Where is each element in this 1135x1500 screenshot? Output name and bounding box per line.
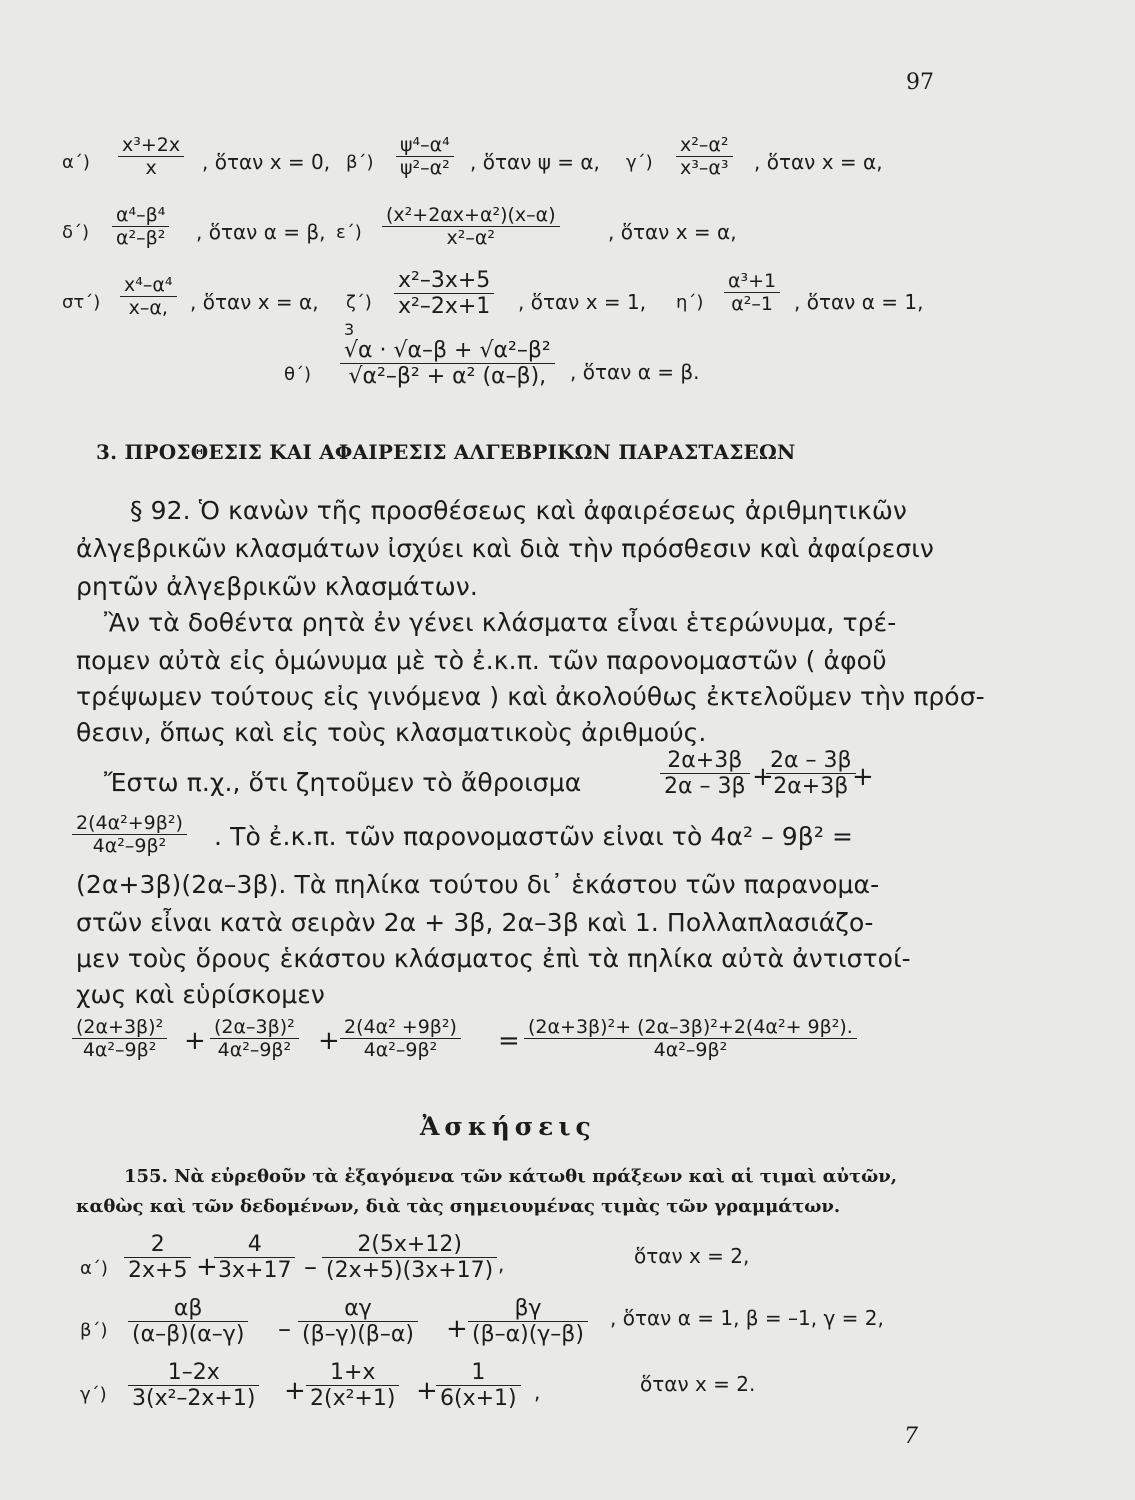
example-plus2: + [852, 762, 874, 792]
ex155-a-frac3-den: (2x+5)(3x+17) [322, 1257, 497, 1283]
result-equals: = [498, 1026, 520, 1056]
ex-st-label: στ΄) [62, 292, 101, 313]
result-frac4-num: (2α+3β)²+ (2α–3β)²+2(4α²+ 9β²). [528, 1016, 853, 1038]
ex155-b-frac1-num: αβ [173, 1296, 203, 1321]
ex155-b-label: β΄) [80, 1320, 108, 1341]
ex155-b-frac1-den: (α–β)(α–γ) [128, 1321, 248, 1347]
result-frac1-num: (2α+3β)² [76, 1016, 164, 1038]
ex155-c-cond: ὅταν x = 2. [640, 1372, 756, 1396]
para92-line1: § 92. Ὁ κανὼν τῆς προσθέσεως καὶ ἀφαιρέσεως ἀριθμητικῶν [130, 496, 907, 525]
ex155-b-frac1 [128, 1296, 248, 1347]
ex155-c-frac2 [306, 1360, 399, 1411]
ex155-c-frac1 [128, 1360, 259, 1411]
ex-z-cond: , ὅταν x = 1, [518, 290, 647, 314]
ex155-a-frac2 [214, 1232, 295, 1283]
ex-e-num: (x²+2αx+α²)(x–α) [386, 204, 556, 226]
ex155-b-frac2-den: (β–γ)(β–α) [298, 1321, 418, 1347]
result-frac3-den: 4α²–9β² [340, 1038, 461, 1061]
example-frac2 [766, 748, 856, 799]
ex-e-label: ε΄) [336, 222, 362, 243]
ex-e-fraction [382, 204, 560, 249]
ex-h-num: α³+1 [728, 270, 777, 292]
ex-th-cond: , ὅταν α = β. [570, 360, 700, 384]
ex-a-fraction [118, 134, 184, 179]
ex155-c-frac2-num: 1+x [329, 1360, 376, 1385]
page-number: 97 [906, 70, 934, 95]
example-line5: μεν τοὺς ὅρους ἑκάστου κλάσματος ἐπὶ τὰ πηλίκα αὐτὰ ἀντιστοί- [76, 944, 911, 973]
ex-st-den: x–α, [120, 296, 177, 319]
example-frac3-num: 2(4α²+9β²) [76, 812, 183, 834]
ex-b-cond: , ὅταν ψ = α, [470, 150, 600, 174]
ex155-b-cond: , ὅταν α = 1, β = –1, γ = 2, [610, 1306, 884, 1330]
ex155-c-plus2: + [416, 1376, 438, 1406]
ex-th-label: θ΄) [284, 364, 312, 385]
example-frac3 [72, 812, 187, 857]
ex155-a-frac2-den: 3x+17 [214, 1257, 295, 1283]
result-frac2-den: 4α²–9β² [210, 1038, 299, 1061]
ex-st-fraction [120, 274, 177, 319]
ex-d-den: α²–β² [112, 226, 169, 249]
ex155-c-frac1-den: 3(x²–2x+1) [128, 1385, 259, 1411]
ex-th-fraction [340, 338, 555, 389]
ex-th-num: √α · √α–β + √α²–β² [344, 338, 551, 363]
para-an-line1: Ἂν τὰ δοθέντα ρητὰ ἐν γένει κλάσματα εἶναι ἑτερώνυμα, τρέ- [104, 608, 897, 637]
ex-h-den: α²–1 [724, 292, 780, 315]
result-plus2: + [318, 1026, 340, 1056]
ex155-a-frac3-num: 2(5x+12) [357, 1232, 462, 1257]
footer-number: 7 [904, 1424, 918, 1449]
ex155-a-comma: , [498, 1252, 505, 1276]
ex155-b-frac2 [298, 1296, 418, 1347]
para92-line3: ρητῶν ἀλγεβρικῶν κλασμάτων. [76, 572, 478, 601]
ex155-c-label: γ΄) [80, 1384, 107, 1405]
example-plus1: + [752, 762, 774, 792]
ex155-b-plus: + [446, 1314, 468, 1344]
result-frac4 [524, 1016, 857, 1061]
ex155-b-frac3 [468, 1296, 588, 1347]
ex-d-label: δ΄) [62, 222, 90, 243]
ex-th-root-index: 3 [344, 320, 355, 339]
example-line3: (2α+3β)(2α–3β). Τὰ πηλίκα τούτου δι᾽ ἑκάστου τῶν παρανομα- [76, 870, 880, 899]
ex155-a-frac2-num: 4 [247, 1232, 262, 1257]
ex155-a-label: α΄) [80, 1258, 108, 1279]
ex155-a-frac1-num: 2 [150, 1232, 165, 1257]
result-frac1-den: 4α²–9β² [72, 1038, 167, 1061]
ex-e-cond: , ὅταν x = α, [608, 220, 737, 244]
ex155-c-plus1: + [284, 1376, 306, 1406]
ex-c-cond: , ὅταν x = α, [754, 150, 883, 174]
ex-b-num: ψ⁴–α⁴ [400, 134, 450, 156]
ex-a-label: α΄) [62, 152, 90, 173]
example-frac1 [660, 748, 750, 799]
ex-c-fraction [676, 134, 733, 179]
exercises-heading: Ἀσκήσεις [420, 1112, 596, 1141]
ex155-b-frac3-num: βγ [514, 1296, 542, 1321]
ex-d-fraction [112, 204, 169, 249]
example-frac3-den: 4α²–9β² [72, 834, 187, 857]
ex155-b-frac2-num: αγ [344, 1296, 372, 1321]
ex-h-label: η΄) [676, 292, 704, 313]
ex-h-fraction [724, 270, 780, 315]
ex-b-den: ψ²–α² [396, 156, 454, 179]
ex-a-num: x³+2x [122, 134, 181, 156]
ex155-line1: 155. Νὰ εὑρεθοῦν τὰ ἐξαγόμενα τῶν κάτωθι πράξεων καὶ αἱ τιμαὶ αὐτῶν, [124, 1166, 897, 1187]
ex-c-den: x³–α³ [676, 156, 733, 179]
ex-e-den: x²–α² [382, 226, 560, 249]
ex155-a-cond: ὅταν x = 2, [634, 1244, 750, 1268]
result-frac2 [210, 1016, 299, 1061]
ex155-b-minus: – [278, 1314, 291, 1344]
ex155-b-frac3-den: (β–α)(γ–β) [468, 1321, 588, 1347]
ex-d-num: α⁴–β⁴ [116, 204, 166, 226]
ex-st-num: x⁴–α⁴ [124, 274, 173, 296]
ex-c-label: γ΄) [626, 152, 653, 173]
example-frac2-num: 2α – 3β [770, 748, 852, 773]
ex-h-cond: , ὅταν α = 1, [794, 290, 924, 314]
result-frac3 [340, 1016, 461, 1061]
para-an-line2: πομεν αὐτὰ εἰς ὁμώνυμα μὲ τὸ ἐ.κ.π. τῶν παρονομαστῶν ( ἀφοῦ [76, 646, 887, 675]
result-frac1 [72, 1016, 167, 1061]
ex155-a-frac1 [124, 1232, 191, 1283]
para-an-line3: τρέψωμεν τούτους εἰς γινόμενα ) καὶ ἀκολούθως ἐκτελοῦμεν τὴν πρόσ- [76, 682, 985, 711]
example-lead: Ἔστω π.χ., ὅτι ζητοῦμεν τὸ ἄθροισμα [104, 768, 582, 797]
result-frac3-num: 2(4α² +9β²) [344, 1016, 457, 1038]
ex-z-num: x²–3x+5 [398, 268, 491, 293]
para-an-line4: θεσιν, ὅπως καὶ εἰς τοὺς κλασματικοὺς ἀριθμούς. [76, 718, 707, 747]
ex155-c-frac3-num: 1 [471, 1360, 486, 1385]
ex-a-cond: , ὅταν x = 0, [202, 150, 331, 174]
result-plus1: + [184, 1026, 206, 1056]
ex-b-fraction [396, 134, 454, 179]
ex-z-fraction [394, 268, 494, 319]
ex-a-den: x [118, 156, 184, 179]
ex155-c-frac2-den: 2(x²+1) [306, 1385, 399, 1411]
ex155-a-frac1-den: 2x+5 [124, 1257, 191, 1283]
para92-line2: ἀλγεβρικῶν κλασμάτων ἰσχύει καὶ διὰ τὴν πρόσθεσιν καὶ ἀφαίρεσιν [76, 534, 934, 563]
example-lcm-text: . Τὸ ἐ.κ.π. τῶν παρονομαστῶν εἰναι τὸ 4α² – 9β² = [214, 822, 854, 851]
ex-d-cond: , ὅταν α = β, [196, 220, 326, 244]
ex-b-label: β΄) [346, 152, 374, 173]
ex-c-num: x²–α² [680, 134, 729, 156]
example-frac1-num: 2α+3β [667, 748, 743, 773]
example-frac1-den: 2α – 3β [660, 773, 750, 799]
ex-z-den: x²–2x+1 [394, 293, 494, 319]
section-title: 3. ΠΡΟΣΘΕΣΙΣ ΚΑΙ ΑΦΑΙΡΕΣΙΣ ΑΛΓΕΒΡΙΚΩΝ ΠΑΡΑΣΤΑΣΕΩΝ [96, 440, 796, 464]
result-frac4-den: 4α²–9β² [524, 1038, 857, 1061]
ex155-a-plus: + [196, 1252, 218, 1282]
example-frac2-den: 2α+3β [766, 773, 856, 799]
ex155-c-frac3 [436, 1360, 521, 1411]
ex155-line2: καθὼς καὶ τῶν δεδομένων, διὰ τὰς σημειουμένας τιμὰς τῶν γραμμάτων. [76, 1196, 841, 1217]
ex155-c-frac3-den: 6(x+1) [436, 1385, 521, 1411]
example-line6: χως καὶ εὑρίσκομεν [76, 980, 325, 1009]
result-frac2-num: (2α–3β)² [214, 1016, 295, 1038]
ex-st-cond: , ὅταν x = α, [190, 290, 319, 314]
ex155-a-frac3 [322, 1232, 497, 1283]
ex-z-label: ζ΄) [346, 292, 372, 313]
example-line4: στῶν εἶναι κατὰ σειρὰν 2α + 3β, 2α–3β καὶ 1. Πολλαπλασιάζο- [76, 908, 874, 937]
ex155-a-minus: – [304, 1252, 317, 1282]
ex155-c-frac1-num: 1–2x [167, 1360, 220, 1385]
ex155-c-comma: , [534, 1380, 541, 1404]
ex-th-den: √α²–β² + α² (α–β), [340, 363, 555, 389]
